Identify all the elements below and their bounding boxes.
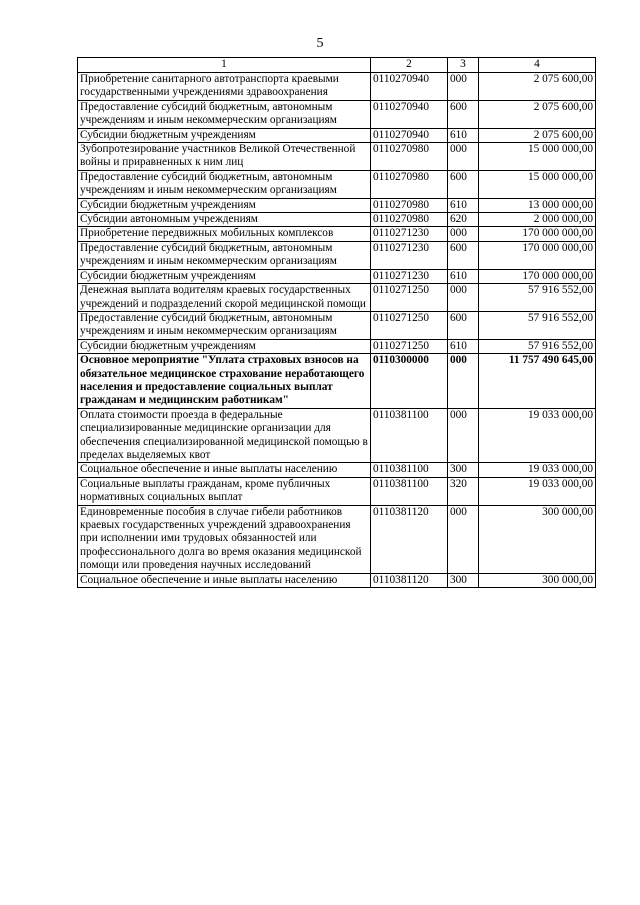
row-name-cell: Субсидии бюджетным учреждениям: [78, 339, 371, 353]
header-cell-3: 3: [448, 58, 479, 73]
row-amount-cell: 2 075 600,00: [479, 73, 596, 101]
table-row: [78, 100, 596, 128]
budget-table: [77, 57, 596, 588]
row-code-cell: 0110381100: [371, 463, 448, 477]
row-name-cell: Предоставление субсидий бюджетным, автономным учреждениям и иным некоммерческим организациям: [78, 170, 371, 198]
row-code-cell: 0110271230: [371, 227, 448, 241]
row-code-cell: 0110271230: [371, 241, 448, 269]
row-type-cell: 610: [448, 128, 479, 142]
row-amount-cell: 300 000,00: [479, 505, 596, 573]
row-code-cell: 0110270980: [371, 170, 448, 198]
row-type-cell: 000: [448, 505, 479, 573]
row-name-cell: Субсидии бюджетным учреждениям: [78, 198, 371, 212]
row-type-cell: 320: [448, 477, 479, 505]
table-row: [78, 269, 596, 283]
row-type-cell: 000: [448, 73, 479, 101]
row-amount-cell: 13 000 000,00: [479, 198, 596, 212]
row-name-cell: Денежная выплата водителям краевых государственных учреждений и подразделений скорой медицинской помощи: [78, 284, 371, 312]
row-type-cell: 610: [448, 269, 479, 283]
table-row: [78, 477, 596, 505]
row-code-cell: 0110381120: [371, 505, 448, 573]
table-row: [78, 408, 596, 463]
row-name-cell: Субсидии автономным учреждениям: [78, 213, 371, 227]
table-row: [78, 284, 596, 312]
row-type-cell: 610: [448, 339, 479, 353]
table-row: [78, 573, 596, 587]
row-name-cell: Зубопротезирование участников Великой Отечественной войны и приравненных к ним лиц: [78, 143, 371, 171]
table-row: [78, 311, 596, 339]
row-code-cell: 0110270980: [371, 213, 448, 227]
header-cell-2: 2: [371, 58, 448, 73]
row-type-cell: 610: [448, 198, 479, 212]
row-type-cell: 300: [448, 463, 479, 477]
table-row: [78, 213, 596, 227]
header-cell-1: 1: [78, 58, 371, 73]
table-row: [78, 354, 596, 409]
header-cell-4: 4: [479, 58, 596, 73]
row-code-cell: 0110270940: [371, 73, 448, 101]
row-code-cell: 0110271250: [371, 339, 448, 353]
row-code-cell: 0110381120: [371, 573, 448, 587]
row-code-cell: 0110271230: [371, 269, 448, 283]
row-amount-cell: 15 000 000,00: [479, 170, 596, 198]
row-type-cell: 600: [448, 241, 479, 269]
row-amount-cell: 2 000 000,00: [479, 213, 596, 227]
row-type-cell: 000: [448, 227, 479, 241]
table-row: [78, 143, 596, 171]
row-name-cell: Предоставление субсидий бюджетным, автономным учреждениям и иным некоммерческим организациям: [78, 311, 371, 339]
row-amount-cell: 57 916 552,00: [479, 284, 596, 312]
row-name-cell: Основное мероприятие "Уплата страховых взносов на обязательное медицинское страхование неработающего населения и предоставление социальных выплат гражданам и медицинским работникам": [78, 354, 371, 409]
row-amount-cell: 170 000 000,00: [479, 269, 596, 283]
row-name-cell: Социальные выплаты гражданам, кроме публичных нормативных социальных выплат: [78, 477, 371, 505]
row-code-cell: 0110271250: [371, 311, 448, 339]
table-row: [78, 73, 596, 101]
row-type-cell: 620: [448, 213, 479, 227]
row-type-cell: 600: [448, 100, 479, 128]
row-type-cell: 000: [448, 408, 479, 463]
row-type-cell: 000: [448, 354, 479, 409]
table-row: [78, 241, 596, 269]
row-name-cell: Оплата стоимости проезда в федеральные специализированные медицинские организации для обеспечения специализированной медицинской помощью в пределах выделяемых квот: [78, 408, 371, 463]
row-code-cell: 0110270980: [371, 143, 448, 171]
row-name-cell: Субсидии бюджетным учреждениям: [78, 128, 371, 142]
row-amount-cell: 57 916 552,00: [479, 339, 596, 353]
row-amount-cell: 15 000 000,00: [479, 143, 596, 171]
row-code-cell: 0110270940: [371, 100, 448, 128]
table-row: [78, 339, 596, 353]
row-amount-cell: 11 757 490 645,00: [479, 354, 596, 409]
table-header-row: [78, 58, 596, 73]
row-name-cell: Приобретение передвижных мобильных комплексов: [78, 227, 371, 241]
row-code-cell: 0110381100: [371, 408, 448, 463]
row-amount-cell: 2 075 600,00: [479, 128, 596, 142]
row-amount-cell: 2 075 600,00: [479, 100, 596, 128]
table-row: [78, 198, 596, 212]
row-amount-cell: 57 916 552,00: [479, 311, 596, 339]
row-name-cell: Предоставление субсидий бюджетным, автономным учреждениям и иным некоммерческим организациям: [78, 100, 371, 128]
row-type-cell: 600: [448, 170, 479, 198]
row-amount-cell: 19 033 000,00: [479, 463, 596, 477]
row-name-cell: Предоставление субсидий бюджетным, автономным учреждениям и иным некоммерческим организациям: [78, 241, 371, 269]
row-name-cell: Субсидии бюджетным учреждениям: [78, 269, 371, 283]
row-name-cell: Социальное обеспечение и иные выплаты населению: [78, 573, 371, 587]
table-row: [78, 463, 596, 477]
row-amount-cell: 170 000 000,00: [479, 227, 596, 241]
row-type-cell: 000: [448, 143, 479, 171]
row-code-cell: 0110270940: [371, 128, 448, 142]
row-amount-cell: 300 000,00: [479, 573, 596, 587]
page-number: 5: [316, 36, 324, 51]
table-row: [78, 170, 596, 198]
row-amount-cell: 19 033 000,00: [479, 477, 596, 505]
row-code-cell: 0110300000: [371, 354, 448, 409]
row-code-cell: 0110271250: [371, 284, 448, 312]
table-row: [78, 227, 596, 241]
row-type-cell: 300: [448, 573, 479, 587]
row-code-cell: 0110381100: [371, 477, 448, 505]
row-name-cell: Единовременные пособия в случае гибели работников краевых государственных учреждений здравоохранения при исполнении ими трудовых обязанностей или профессионального долга во время оказания медицинской помощи или проведения научных исследований: [78, 505, 371, 573]
row-type-cell: 600: [448, 311, 479, 339]
table-row: [78, 128, 596, 142]
row-amount-cell: 19 033 000,00: [479, 408, 596, 463]
row-type-cell: 000: [448, 284, 479, 312]
row-code-cell: 0110270980: [371, 198, 448, 212]
row-amount-cell: 170 000 000,00: [479, 241, 596, 269]
row-name-cell: Социальное обеспечение и иные выплаты населению: [78, 463, 371, 477]
table-row: [78, 505, 596, 573]
row-name-cell: Приобретение санитарного автотранспорта краевыми государственными учреждениями здравоохранения: [78, 73, 371, 101]
